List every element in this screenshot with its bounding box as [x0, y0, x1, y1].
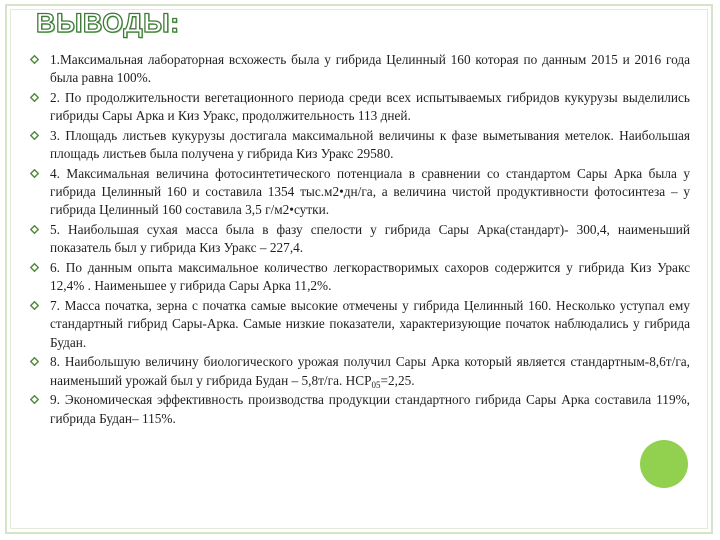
- list-item-text: 9. Экономическая эффективность производства продукции стандартного гибрида Сары Арка составила 119%, гибрида Будан– 115%.: [50, 392, 690, 426]
- conclusions-list: [30, 51, 690, 429]
- hollow-diamond-bullet-icon: [30, 357, 39, 366]
- slide-title: ВЫВОДЫ:: [36, 8, 180, 38]
- list-item-text: 5. Наибольшая сухая масса была в фазу спелости у гибрида Сары Арка(стандарт)- 300,4, наименьший показатель был у гибрида Киз Уракс – 227,4.: [50, 222, 690, 256]
- list-item-text: 7. Масса початка, зерна с початка самые высокие отмечены у гибрида Целинный 160. Несколько уступал ему стандартный гибрид Сары-Арка. Самые низкие показатели, характеризующие початок наблюдались у гибрида Будан.: [50, 298, 690, 350]
- hollow-diamond-bullet-icon: [30, 395, 39, 404]
- hollow-diamond-bullet-icon: [30, 55, 39, 64]
- list-item-text: 6. По данным опыта максимальное количество легкорастворимых сахоров содержится у гибрида Киз Уракс 12,4% . Наименьшее у гибрида Сары Арка 11,2%.: [50, 260, 690, 294]
- list-item-text: 3. Площадь листьев кукурузы достигала максимальной величины к фазе выметывания метелок. Наибольшая площадь листьев была получена у гибрида Киз Уракс 29580.: [50, 128, 690, 162]
- list-item: [30, 51, 690, 87]
- list-item: [30, 89, 690, 125]
- nsr-value: =2,25.: [380, 372, 415, 388]
- list-item: [30, 221, 690, 257]
- hollow-diamond-bullet-icon: [30, 301, 39, 310]
- hollow-diamond-bullet-icon: [30, 93, 39, 102]
- list-item-text: 4. Максимальная величина фотосинтетического потенциала в сравнении со стандартом Сары Арка была у гибрида Целинный 160 и составила 1354 тыс.м2•дн/га, а величина чистой продуктивности фотосинтеза – у гибрида Целинный 160 составила 3,5 г/м2•сутки.: [50, 166, 690, 218]
- list-item-text: 8. Наибольшую величину биологического урожая получил Сары Арка который является стандартным-8,6т/га, наименьший урожай был у гибрида Будан – 5,8т/га.: [50, 354, 690, 388]
- list-item: [30, 353, 690, 389]
- hollow-diamond-bullet-icon: [30, 131, 39, 140]
- list-item: [30, 127, 690, 163]
- hollow-diamond-bullet-icon: [30, 225, 39, 234]
- list-item-text: 1.Максимальная лабораторная всхожесть была у гибрида Целинный 160 которая по данным 2015 и 2016 года была равна 100%.: [50, 52, 690, 86]
- hollow-diamond-bullet-icon: [30, 263, 39, 272]
- list-item: [30, 165, 690, 220]
- list-item-text: 2. По продолжительности вегетационного периода среди всех испытываемых гибридов кукурузы выделились гибриды Сары Арка и Киз Уракс, продолжительность 113 дней.: [50, 90, 690, 124]
- list-item: [30, 259, 690, 295]
- list-item: [30, 297, 690, 352]
- hollow-diamond-bullet-icon: [30, 169, 39, 178]
- nsr-label: НСР: [345, 372, 372, 388]
- list-item: [30, 391, 690, 427]
- nsr-subscript: 05: [371, 379, 381, 390]
- decorative-green-circle: [640, 440, 688, 488]
